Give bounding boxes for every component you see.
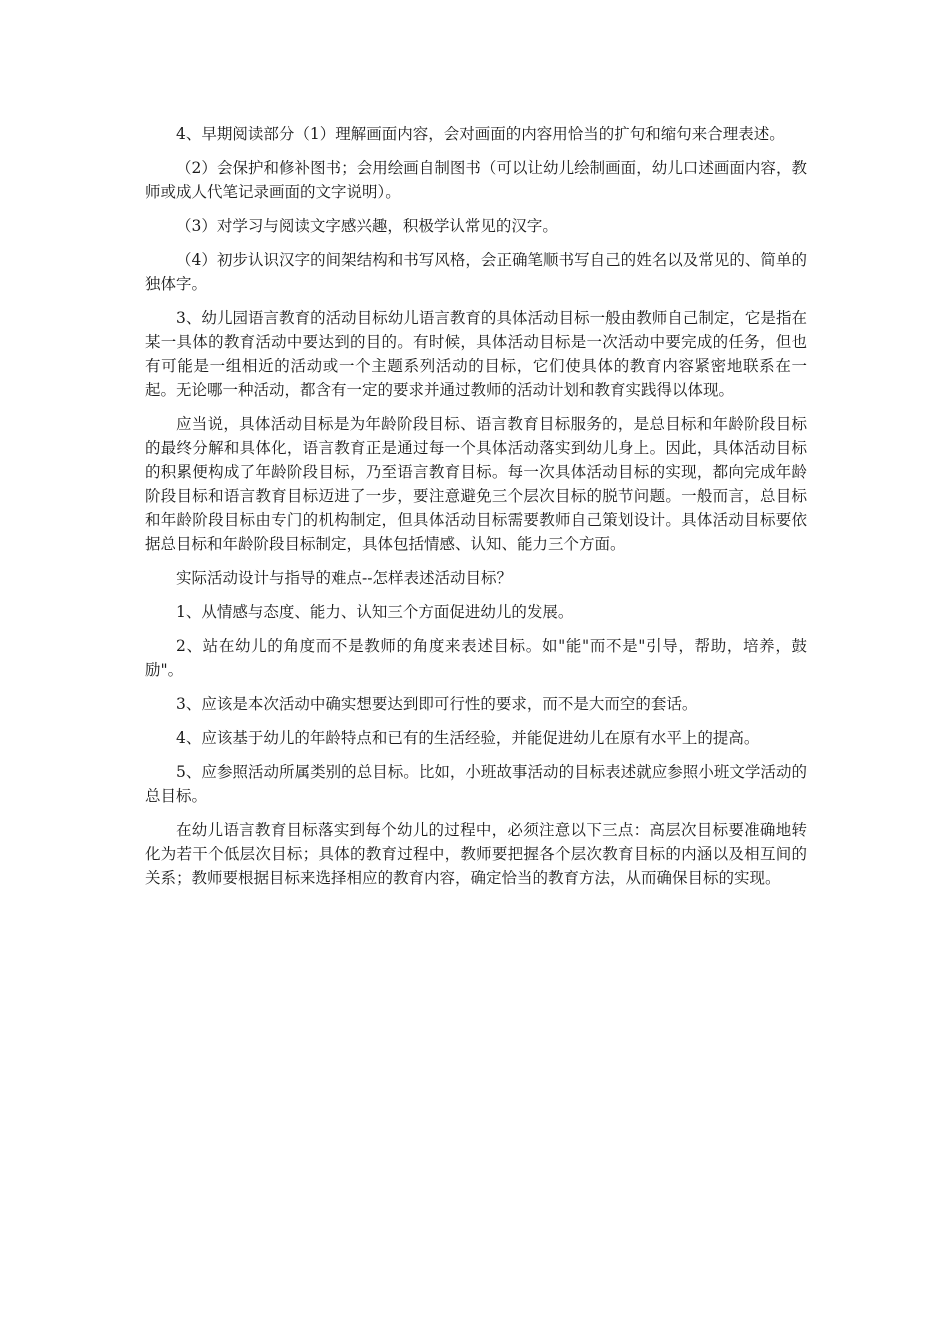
list-item-4: 4、应该基于幼儿的年龄特点和已有的生活经验，并能促进幼儿在原有水平上的提高。 xyxy=(176,729,760,747)
paragraph-early-reading-1: 4、早期阅读部分（1）理解画面内容，会对画面的内容用恰当的扩句和缩句来合理表述。 xyxy=(176,125,785,143)
list-item-3: 3、应该是本次活动中确实想要达到即可行性的要求，而不是大而空的套话。 xyxy=(176,695,698,713)
paragraph-activity-goals: 3、幼儿园语言教育的活动目标幼儿语言教育的具体活动目标一般由教师自己制定，它是指在某一具体的教育活动中要达到的目的。有时候，具体活动目标是一次活动中要完成的任务，但也有可能是一组相近的活动或一个主题系列活动的目标，它们使具体的教育内容紧密地联系在一起。无论哪一种活动，都含有一定的要求并通过教师的活动计划和教育实践得以体现。 xyxy=(145,309,807,399)
paragraph-early-reading-4: （4）初步认识汉字的间架结构和书写风格，会正确笔顺书写自己的姓名以及常见的、简单的独体字。 xyxy=(145,251,807,293)
paragraph-early-reading-2: （2）会保护和修补图书；会用绘画自制图书（可以让幼儿绘制画面，幼儿口述画面内容，教师或成人代笔记录画面的文字说明）。 xyxy=(145,159,807,201)
list-item-1: 1、从情感与态度、能力、认知三个方面促进幼儿的发展。 xyxy=(176,603,574,621)
paragraph-conclusion: 在幼儿语言教育目标落实到每个幼儿的过程中，必须注意以下三点：高层次目标要准确地转化为若干个低层次目标；具体的教育过程中，教师要把握各个层次教育目标的内涵以及相互间的关系；教师要根据目标来选择相应的教育内容，确定恰当的教育方法，从而确保目标的实现。 xyxy=(145,821,807,887)
list-item-5: 5、应参照活动所属类别的总目标。比如，小班故事活动的目标表述就应参照小班文学活动的总目标。 xyxy=(145,763,807,805)
paragraph-difficulty-heading: 实际活动设计与指导的难点--怎样表述活动目标？ xyxy=(176,569,512,587)
list-item-2: 2、站在幼儿的角度而不是教师的角度来表述目标。如"能"而不是"引导，帮助，培养，鼓励"。 xyxy=(145,637,807,679)
paragraph-goal-relationship: 应当说，具体活动目标是为年龄阶段目标、语言教育目标服务的，是总目标和年龄阶段目标的最终分解和具体化，语言教育正是通过每一个具体活动落实到幼儿身上。因此，具体活动目标的积累便构成了年龄阶段目标，乃至语言教育目标。每一次具体活动目标的实现，都向完成年龄阶段目标和语言教育目标迈进了一步，要注意避免三个层次目标的脱节问题。一般而言，总目标和年龄阶段目标由专门的机构制定，但具体活动目标需要教师自己策划设计。具体活动目标要依据总目标和年龄阶段目标制定，具体包括情感、认知、能力三个方面。 xyxy=(145,415,807,553)
document-body xyxy=(145,122,807,900)
paragraph-early-reading-3: （3）对学习与阅读文字感兴趣，积极学认常见的汉字。 xyxy=(176,217,558,235)
